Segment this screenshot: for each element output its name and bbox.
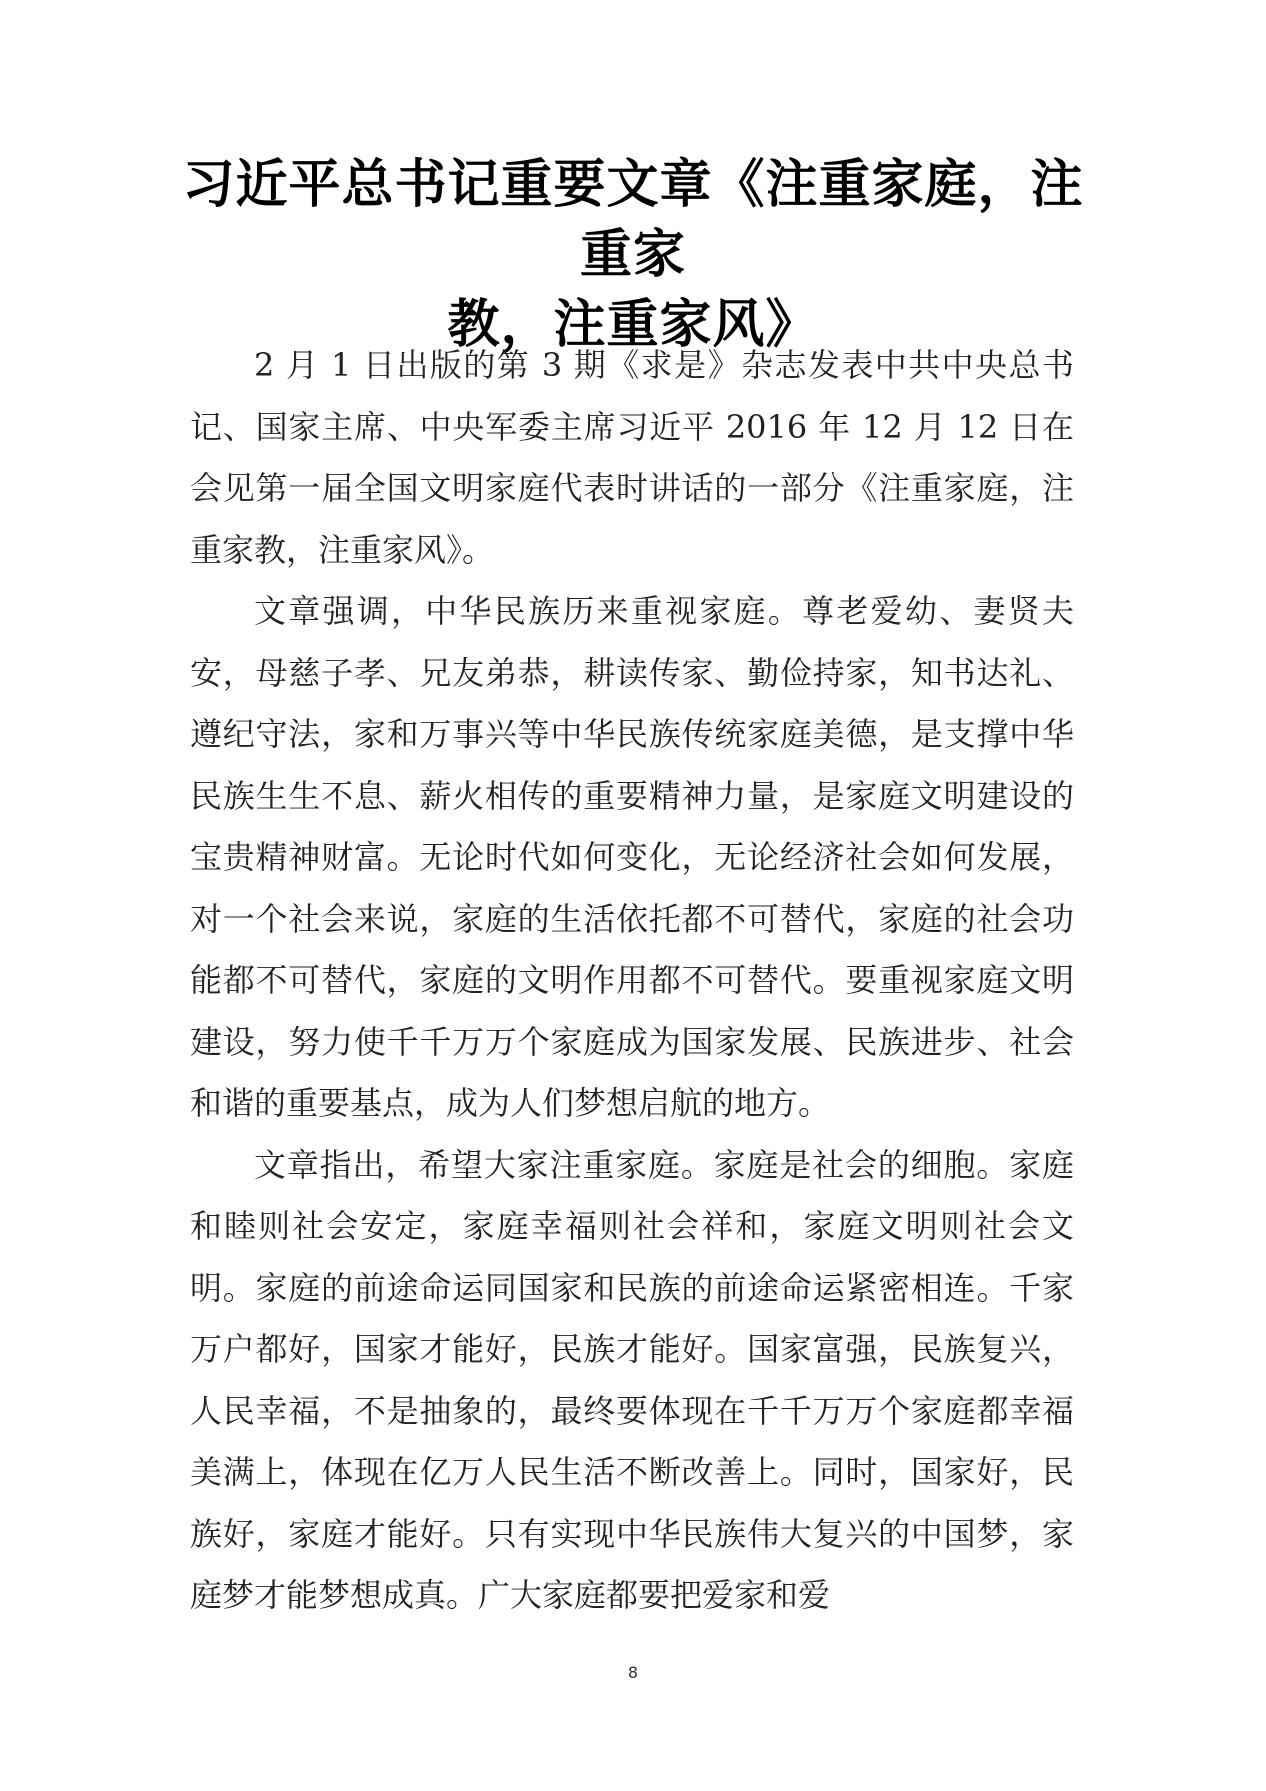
article-body — [190, 335, 1074, 1627]
title-line-2: 教，注重家风》 — [447, 295, 819, 355]
title-line-1: 习近平总书记重要文章《注重家庭，注重家 — [182, 155, 1084, 285]
paragraph-1: 2 月 1 日出版的第 3 期《求是》杂志发表中共中央总书记、国家主席、中央军委主席习近平 2016 年 12 月 12 日在会见第一届全国文明家庭代表时讲话的一部分《注重家庭，注重家教，注重家风》。 — [190, 346, 1074, 569]
page-title — [180, 150, 1086, 360]
paragraph-2: 文章强调，中华民族历来重视家庭。尊老爱幼、妻贤夫安，母慈子孝、兄友弟恭，耕读传家、勤俭持家，知书达礼、遵纪守法，家和万事兴等中华民族传统家庭美德，是支撑中华民族生生不息、薪火相传的重要精神力量，是家庭文明建设的宝贵精神财富。无论时代如何变化，无论经济社会如何发展，对一个社会来说，家庭的生活依托都不可替代，家庭的社会功能都不可替代，家庭的文明作用都不可替代。要重视家庭文明建设，努力使千千万万个家庭成为国家发展、民族进步、社会和谐的重要基点，成为人们梦想启航的地方。 — [190, 592, 1074, 1122]
paragraph-3: 文章指出，希望大家注重家庭。家庭是社会的细胞。家庭和睦则社会安定，家庭幸福则社会祥和，家庭文明则社会文明。家庭的前途命运同国家和民族的前途命运紧密相连。千家万户都好，国家才能好，民族才能好。国家富强，民族复兴，人民幸福，不是抽象的，最终要体现在千千万万个家庭都幸福美满上，体现在亿万人民生活不断改善上。同时，国家好，民族好，家庭才能好。只有实现中华民族伟大复兴的中国梦，家庭梦才能梦想成真。广大家庭都要把爱家和爱 — [190, 1145, 1074, 1614]
page-number: 8 — [627, 1663, 639, 1682]
